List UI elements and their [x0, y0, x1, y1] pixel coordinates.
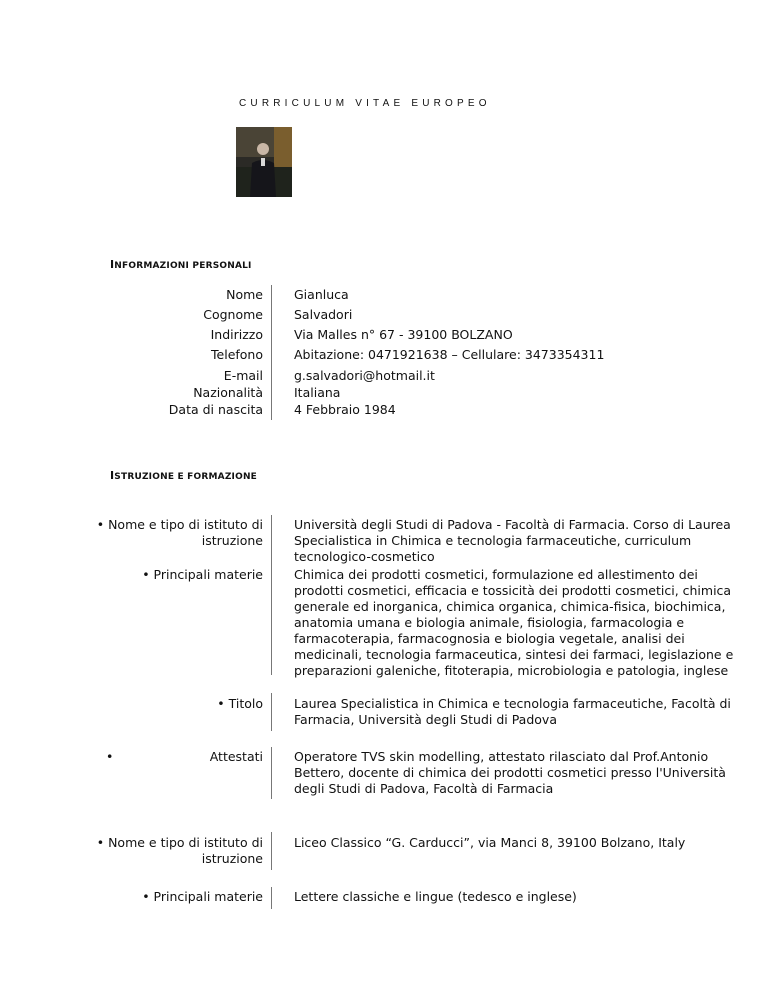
value-materie-1: Chimica dei prodotti cosmetici, formulazione ed allestimento dei prodotti cosmetici, efficacia e tossicità dei prodotti cosmetici, chimica generale ed inorganica, chimica organica, chimica-fisica, biochimica, anatomia umana e biologia animale, fisiologia, farmacologia e farmacoterapia, farmacognosia e biologia vegetale, analisi dei medicinali, tecnologia farmaceutica, sintesi dei farmaci, legislazione e preparazioni galeniche, fitoterapia, microbiologia e patologia, inglese — [294, 567, 734, 678]
label-email: E-mail — [223, 368, 263, 383]
cv-title: CURRICULUM VITAE EUROPEO — [239, 98, 491, 109]
value-indirizzo: Via Malles n° 67 - 39100 BOLZANO — [294, 327, 513, 342]
label-attestati: Attestati — [209, 749, 263, 764]
value-email[interactable]: g.salvadori@hotmail.it — [294, 368, 435, 383]
attestati-bullet: • — [106, 749, 114, 764]
value-attestati: Operatore TVS skin modelling, attestato rilasciato dal Prof.Antonio Bettero, docente di chimica dei prodotti cosmetici presso l'Università degli Studi di Padova, Facoltà di Farmacia — [294, 749, 726, 796]
label-materie-2: • Principali materie — [142, 889, 263, 904]
label-titolo: • Titolo — [217, 696, 263, 711]
education-divider-4 — [271, 832, 272, 870]
education-heading-rest: STRUZIONE E FORMAZIONE — [114, 472, 258, 482]
label-indirizzo: Indirizzo — [210, 327, 263, 342]
education-divider-2 — [271, 693, 272, 731]
label-nazionalita: Nazionalità — [193, 385, 263, 400]
value-istituto-1: Università degli Studi di Padova - Facoltà di Farmacia. Corso di Laurea Specialistica in Chimica e tecnologia farmaceutiche, curriculum tecnologico-cosmetico — [294, 517, 731, 564]
label-materie-1: • Principali materie — [142, 567, 263, 582]
label-istituto-1: • Nome e tipo di istituto di istruzione — [96, 517, 263, 548]
value-nazionalita: Italiana — [294, 385, 341, 400]
personal-heading-rest: NFORMAZIONI PERSONALI — [114, 261, 252, 271]
label-cognome: Cognome — [203, 307, 263, 322]
label-nome: Nome — [226, 287, 263, 302]
label-telefono: Telefono — [211, 347, 263, 362]
education-divider-5 — [271, 887, 272, 909]
value-nome: Gianluca — [294, 287, 349, 302]
value-telefono: Abitazione: 0471921638 – Cellulare: 3473354311 — [294, 347, 605, 362]
label-data-nascita: Data di nascita — [168, 402, 263, 417]
personal-divider — [271, 285, 272, 420]
education-heading-initial: I — [110, 469, 115, 482]
value-istituto-2: Liceo Classico “G. Carducci”, via Manci 8, 39100 Bolzano, Italy — [294, 835, 686, 850]
portrait-photo — [236, 127, 292, 197]
value-titolo: Laurea Specialistica in Chimica e tecnologia farmaceutiche, Facoltà di Farmacia, Università degli Studi di Padova — [294, 696, 731, 727]
education-divider-1 — [271, 515, 272, 675]
value-cognome: Salvadori — [294, 307, 353, 322]
education-divider-3 — [271, 747, 272, 799]
label-istituto-2: • Nome e tipo di istituto di istruzione — [96, 835, 263, 866]
personal-info-heading — [110, 258, 252, 271]
value-data-nascita: 4 Febbraio 1984 — [294, 402, 396, 417]
personal-heading-initial: I — [110, 258, 115, 271]
education-heading — [110, 469, 257, 482]
portrait-image — [236, 127, 292, 197]
value-materie-2: Lettere classiche e lingue (tedesco e inglese) — [294, 889, 577, 904]
